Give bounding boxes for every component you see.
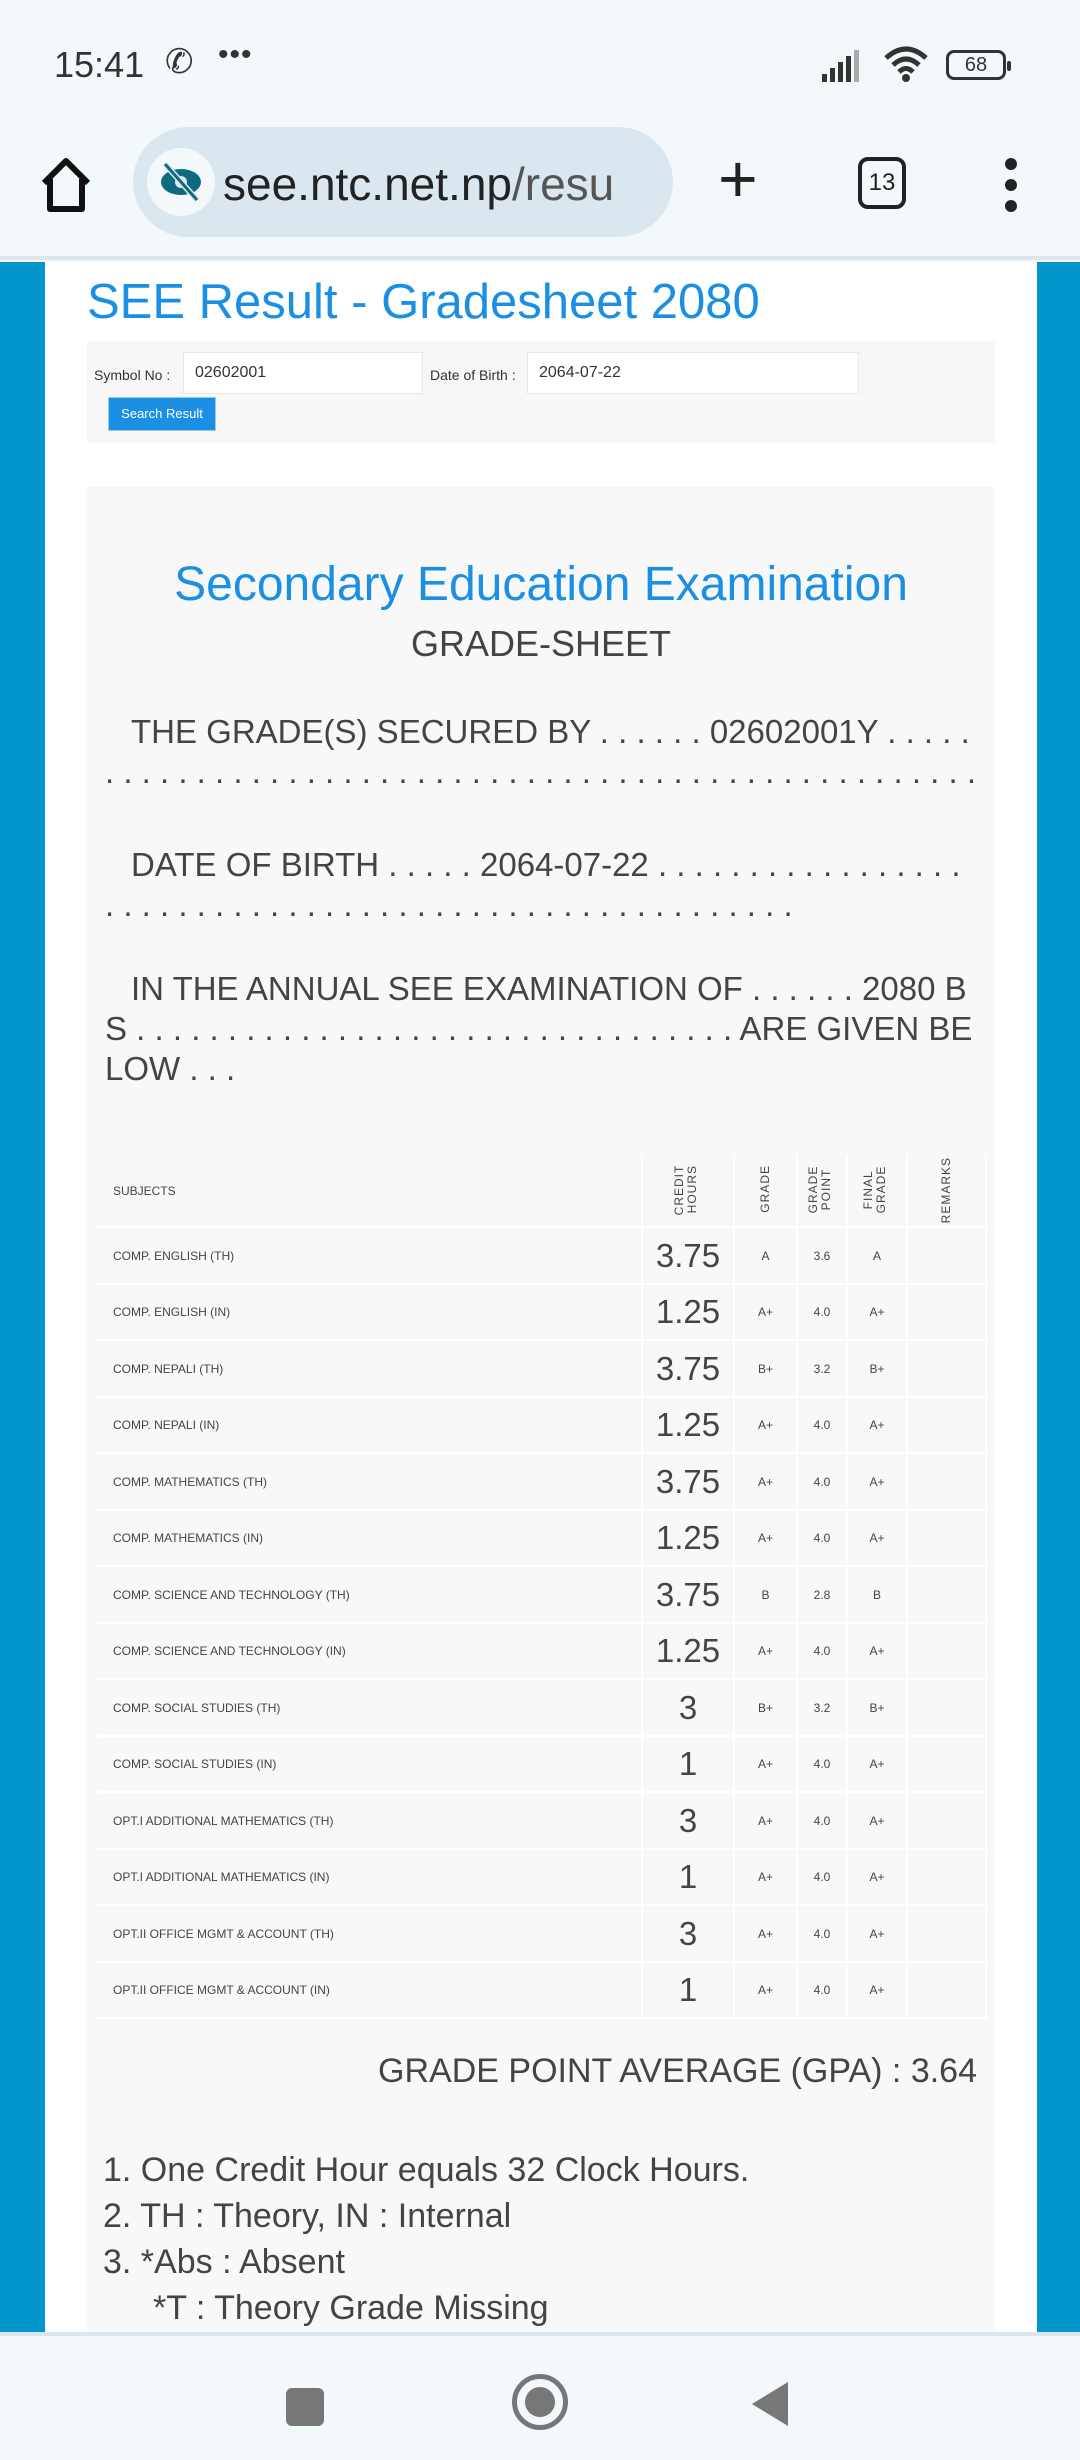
note-item: 3. *Abs : Absent (103, 2243, 345, 2281)
dob-input[interactable]: 2064-07-22 (527, 352, 859, 394)
url-text (223, 157, 614, 211)
symbol-input[interactable]: 02602001 (183, 352, 423, 394)
clock: 15:41 (54, 44, 145, 85)
cell-subject: OPT.I ADDITIONAL MATHEMATICS (TH) (97, 1792, 642, 1849)
cell-credit-hours: 3.75 (642, 1453, 734, 1510)
cell-final-grade: A+ (847, 1792, 907, 1849)
table-row (97, 1849, 986, 1906)
cell-subject: COMP. SOCIAL STUDIES (TH) (97, 1679, 642, 1736)
cell-remarks (907, 1453, 986, 1510)
cell-final-grade: B+ (847, 1340, 907, 1397)
cell-grade: A+ (734, 1792, 797, 1849)
more-menu-icon[interactable] (1005, 158, 1019, 221)
col-grade-point: GRADE POINT (806, 1165, 833, 1214)
url-path: /resu (511, 158, 615, 210)
cell-subject: COMP. SCIENCE AND TECHNOLOGY (TH) (97, 1566, 642, 1623)
table-row (97, 1227, 986, 1284)
cell-grade: B+ (734, 1340, 797, 1397)
cell-final-grade: A (847, 1227, 907, 1284)
cell-final-grade: A+ (847, 1623, 907, 1680)
cell-grade-point: 3.6 (797, 1227, 847, 1284)
cell-grade-point: 4.0 (797, 1397, 847, 1454)
cell-remarks (907, 1566, 986, 1623)
cell-grade-point: 4.0 (797, 1905, 847, 1962)
col-final-grade: FINAL GRADE (861, 1165, 888, 1214)
cell-credit-hours: 1 (642, 1849, 734, 1906)
system-nav-bar (0, 2332, 1080, 2460)
table-row (97, 1736, 986, 1793)
cell-final-grade: A+ (847, 1453, 907, 1510)
note-item: 1. One Credit Hour equals 32 Clock Hours. (103, 2151, 750, 2189)
cell-remarks (907, 1679, 986, 1736)
table-row (97, 1397, 986, 1454)
cell-grade: A+ (734, 1453, 797, 1510)
cell-grade-point: 4.0 (797, 1849, 847, 1906)
address-bar[interactable] (133, 127, 673, 237)
cell-grade: A+ (734, 1510, 797, 1567)
cell-grade-point: 4.0 (797, 1792, 847, 1849)
exam-title: Secondary Education Examination (174, 558, 908, 611)
cell-credit-hours: 1.25 (642, 1284, 734, 1341)
cell-subject: OPT.I ADDITIONAL MATHEMATICS (IN) (97, 1849, 642, 1906)
site-info-icon[interactable] (147, 148, 215, 216)
dob-text: DATE OF BIRTH . . . . . 2064-07-22 . . . . . . . . . . . . . . . . . . . . . . . . . . . . . . . . . . . . . . . . . . . . . . . . . . . . . . . (105, 846, 961, 923)
table-row (97, 1284, 986, 1341)
col-subjects: SUBJECTS (97, 1155, 642, 1227)
cell-credit-hours: 1.25 (642, 1510, 734, 1567)
cell-remarks (907, 1510, 986, 1567)
table-row (97, 1679, 986, 1736)
cell-grade: A+ (734, 1736, 797, 1793)
gradesheet (87, 487, 995, 2332)
cell-credit-hours: 3.75 (642, 1340, 734, 1397)
page-content (45, 262, 1037, 2332)
cell-remarks (907, 1284, 986, 1341)
cell-subject: COMP. NEPALI (IN) (97, 1397, 642, 1454)
cell-final-grade: A+ (847, 1284, 907, 1341)
cell-grade: A+ (734, 1905, 797, 1962)
table-row (97, 1905, 986, 1962)
gradesheet-heading: GRADE-SHEET (410, 623, 672, 664)
cell-grade: B+ (734, 1679, 797, 1736)
table-row (97, 1510, 986, 1567)
phone-call-icon: ✆ (165, 43, 194, 81)
cell-credit-hours: 1 (642, 1962, 734, 2019)
cell-final-grade: A+ (847, 1962, 907, 2019)
cell-subject: COMP. SOCIAL STUDIES (IN) (97, 1736, 642, 1793)
secured-by-text: THE GRADE(S) SECURED BY . . . . . . 02602001Y . . . . . . . . . . . . . . . . . . . . . . . . . . . . . . . . . . . . . . . . . . . . . . . . . . . . . (105, 713, 977, 790)
cell-grade: A (734, 1227, 797, 1284)
cell-grade-point: 4.0 (797, 1284, 847, 1341)
cell-grade-point: 4.0 (797, 1736, 847, 1793)
cell-final-grade: A+ (847, 1397, 907, 1454)
cell-credit-hours: 3 (642, 1679, 734, 1736)
battery-icon: 68 (946, 50, 1006, 80)
cell-grade: B (734, 1566, 797, 1623)
cell-final-grade: A+ (847, 1849, 907, 1906)
status-bar (0, 0, 1080, 110)
cell-credit-hours: 1.25 (642, 1397, 734, 1454)
cell-grade-point: 4.0 (797, 1510, 847, 1567)
cell-grade: A+ (734, 1962, 797, 2019)
cell-credit-hours: 3.75 (642, 1566, 734, 1623)
cell-credit-hours: 3 (642, 1792, 734, 1849)
cell-final-grade: A+ (847, 1905, 907, 1962)
cell-grade-point: 4.0 (797, 1623, 847, 1680)
cell-grade-point: 3.2 (797, 1679, 847, 1736)
cell-subject: COMP. ENGLISH (IN) (97, 1284, 642, 1341)
cell-remarks (907, 1227, 986, 1284)
cell-grade-point: 2.8 (797, 1566, 847, 1623)
cell-subject: OPT.II OFFICE MGMT & ACCOUNT (TH) (97, 1905, 642, 1962)
table-row (97, 1453, 986, 1510)
exam-of-text: IN THE ANNUAL SEE EXAMINATION OF . . . . . . 2080 BS . . . . . . . . . . . . . . . . . . . . . . . . . . . . . . . . . ARE GIVEN BELOW . . . (105, 970, 973, 1087)
table-row (97, 1962, 986, 2019)
wifi-icon (884, 46, 928, 82)
col-remarks: REMARKS (939, 1157, 953, 1224)
table-row (97, 1623, 986, 1680)
cell-grade: A+ (734, 1397, 797, 1454)
cell-grade-point: 3.2 (797, 1340, 847, 1397)
cell-grade: A+ (734, 1623, 797, 1680)
cell-subject: COMP. MATHEMATICS (TH) (97, 1453, 642, 1510)
cell-subject: COMP. SCIENCE AND TECHNOLOGY (IN) (97, 1623, 642, 1680)
back-button[interactable] (752, 2382, 788, 2426)
cell-subject: COMP. NEPALI (TH) (97, 1340, 642, 1397)
table-row (97, 1566, 986, 1623)
search-result-button[interactable]: Search Result (108, 397, 216, 431)
cell-subject: OPT.II OFFICE MGMT & ACCOUNT (IN) (97, 1962, 642, 2019)
grades-table (97, 1155, 987, 2019)
cell-subject: COMP. MATHEMATICS (IN) (97, 1510, 642, 1567)
cell-credit-hours: 3.75 (642, 1227, 734, 1284)
page-title: SEE Result - Gradesheet 2080 (87, 275, 760, 329)
new-tab-icon[interactable]: + (718, 141, 758, 217)
cell-remarks (907, 1849, 986, 1906)
signal-icon (822, 50, 864, 82)
note-item: *T : Theory Grade Missing (153, 2289, 549, 2327)
table-row (97, 1340, 986, 1397)
dob-label: Date of Birth : (430, 367, 516, 383)
cell-credit-hours: 3 (642, 1905, 734, 1962)
cell-final-grade: B+ (847, 1679, 907, 1736)
url-host: see.ntc.net.np (223, 158, 512, 210)
col-credit-hours: CREDIT HOURS (672, 1163, 699, 1215)
notes (103, 2147, 749, 2331)
cell-remarks (907, 1397, 986, 1454)
tab-switcher-button[interactable]: 13 (858, 157, 906, 209)
cell-grade-point: 4.0 (797, 1453, 847, 1510)
cell-remarks (907, 1792, 986, 1849)
gpa-text: GRADE POINT AVERAGE (GPA) : 3.64 (378, 2052, 977, 2090)
browser-toolbar (0, 110, 1080, 260)
cell-credit-hours: 1.25 (642, 1623, 734, 1680)
note-item: 2. TH : Theory, IN : Internal (103, 2197, 512, 2235)
table-header (97, 1155, 986, 1227)
home-button[interactable] (512, 2374, 568, 2430)
search-form (87, 341, 995, 443)
cell-final-grade: B (847, 1566, 907, 1623)
cell-remarks (907, 1905, 986, 1962)
cell-grade-point: 4.0 (797, 1962, 847, 2019)
cell-subject: COMP. ENGLISH (TH) (97, 1227, 642, 1284)
recents-button[interactable] (286, 2388, 324, 2426)
cell-grade: A+ (734, 1849, 797, 1906)
cell-credit-hours: 1 (642, 1736, 734, 1793)
col-grade: GRADE (758, 1165, 772, 1214)
cell-final-grade: A+ (847, 1736, 907, 1793)
cell-remarks (907, 1962, 986, 2019)
cell-remarks (907, 1736, 986, 1793)
symbol-label: Symbol No : (94, 367, 171, 383)
web-page (0, 262, 1080, 2332)
table-row (97, 1792, 986, 1849)
cell-final-grade: A+ (847, 1510, 907, 1567)
cell-remarks (907, 1340, 986, 1397)
cell-grade: A+ (734, 1284, 797, 1341)
cell-remarks (907, 1623, 986, 1680)
more-notifications-icon: ••• (218, 38, 253, 71)
home-icon[interactable] (38, 155, 94, 215)
